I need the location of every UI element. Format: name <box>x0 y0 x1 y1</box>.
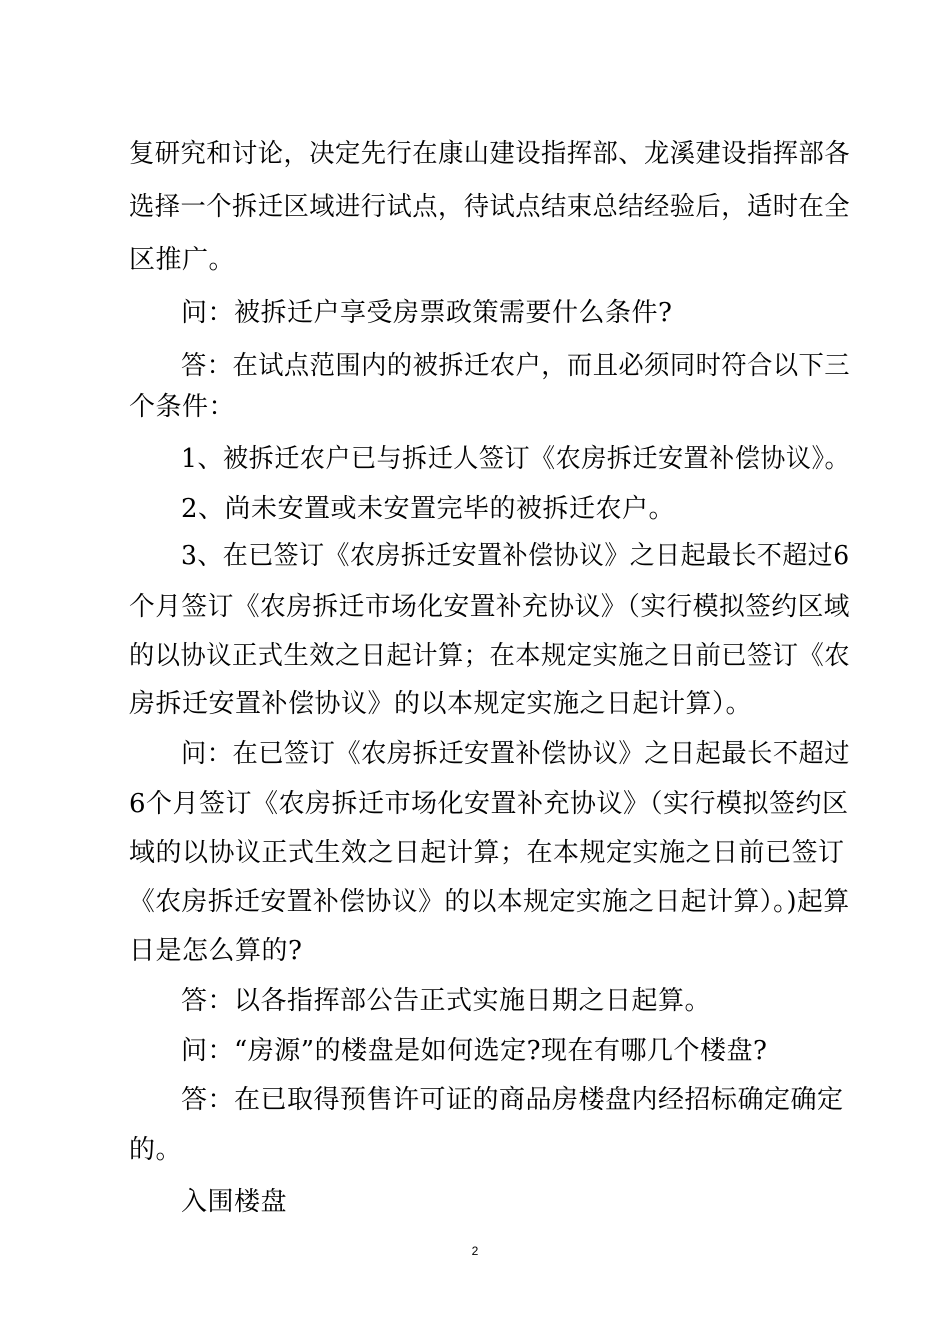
question-line: 问：“房源”的楼盘是如何选定?现在有哪几个楼盘? <box>181 1036 768 1066</box>
paragraph-line: 房拆迁安置补偿协议》的以本规定实施之日起计算）。 <box>129 689 753 719</box>
paragraph-line: 域的以协议正式生效之日起计算；在本规定实施之日前已签订 <box>129 838 845 868</box>
list-item-1: 1、被拆迁农户已与拆迁人签订《农房拆迁安置补偿协议》。 <box>181 444 851 474</box>
paragraph-line: 的。 <box>129 1135 183 1165</box>
list-item-3: 3、在已签订《农房拆迁安置补偿协议》之日起最长不超过6 <box>181 541 850 571</box>
answer-line: 答：在试点范围内的被拆迁农户，而且必须同时符合以下三 <box>181 351 851 381</box>
paragraph-line: 选择一个拆迁区域进行试点，待试点结束总结经验后，适时在全 <box>129 192 851 222</box>
paragraph-line: 《农房拆迁安置补偿协议》的以本规定实施之日起计算）。)起算 <box>129 887 850 917</box>
paragraph-line: 个月签订《农房拆迁市场化安置补充协议》（实行模拟签约区域 <box>129 592 850 622</box>
paragraph-line: 复研究和讨论，决定先行在康山建设指挥部、龙溪建设指挥部各 <box>129 139 851 169</box>
section-heading: 入围楼盘 <box>181 1187 288 1217</box>
paragraph-line: 日是怎么算的? <box>129 936 303 966</box>
paragraph-line: 6个月签订《农房拆迁市场化安置补充协议》（实行模拟签约区 <box>129 789 849 819</box>
question-line: 问：在已签订《农房拆迁安置补偿协议》之日起最长不超过 <box>181 739 851 769</box>
answer-line: 答：在已取得预售许可证的商品房楼盘内经招标确定确定 <box>181 1085 844 1115</box>
list-item-2: 2、尚未安置或未安置完毕的被拆迁农户。 <box>181 494 676 524</box>
paragraph-line: 的以协议正式生效之日起计算；在本规定实施之日前已签订《农 <box>129 641 851 671</box>
page-number: 2 <box>471 1244 479 1258</box>
question-line: 问：被拆迁户享受房票政策需要什么条件? <box>181 298 673 328</box>
paragraph-line: 区推广。 <box>129 245 236 275</box>
paragraph-line: 个条件： <box>129 392 236 422</box>
answer-line: 答：以各指挥部公告正式实施日期之日起算。 <box>181 986 712 1016</box>
